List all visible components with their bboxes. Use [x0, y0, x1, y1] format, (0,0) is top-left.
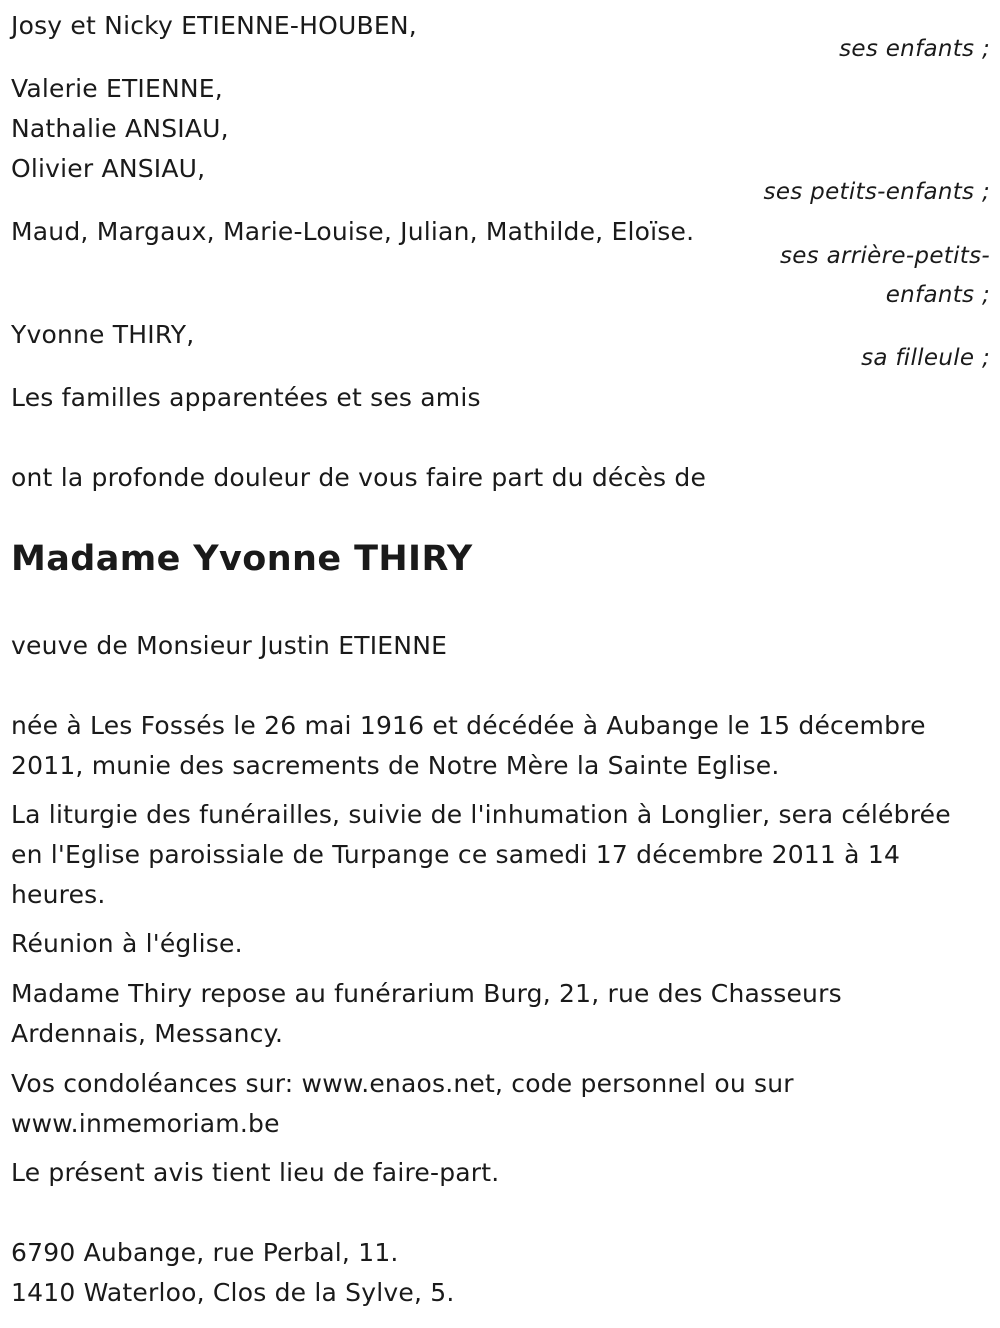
meeting-text: Réunion à l'église.	[11, 929, 243, 958]
goddaughter-name: Yvonne THIRY,	[11, 320, 195, 349]
children-relation: ses enfants ;	[839, 36, 990, 62]
address-line: 1410 Waterloo, Clos de la Sylve, 5.	[11, 1278, 455, 1307]
funeral-text: La liturgie des funérailles, suivie de l'inhumation à Longlier, sera célébrée	[11, 800, 951, 829]
condolences-text: www.inmemoriam.be	[11, 1109, 280, 1138]
children-names: Josy et Nicky ETIENNE-HOUBEN,	[11, 11, 417, 40]
great-grandchildren-relation: ses arrière-petits-	[779, 243, 990, 269]
goddaughter-relation: sa filleule ;	[861, 345, 990, 371]
notice-text: Le présent avis tient lieu de faire-part.	[11, 1158, 500, 1187]
great-grandchildren-relation: enfants ;	[885, 282, 990, 308]
deceased-name: Madame Yvonne THIRY	[11, 539, 473, 579]
birth-death-text: 2011, munie des sacrements de Notre Mère la Sainte Eglise.	[11, 751, 780, 780]
grandchild-name: Valerie ETIENNE,	[11, 74, 223, 103]
grandchildren-relation: ses petits-enfants ;	[763, 179, 990, 205]
rest-location-text: Ardennais, Messancy.	[11, 1019, 284, 1048]
funeral-text: en l'Eglise paroissiale de Turpange ce samedi 17 décembre 2011 à 14	[11, 840, 901, 869]
widow-of-text: veuve de Monsieur Justin ETIENNE	[11, 631, 448, 660]
great-grandchildren-names: Maud, Margaux, Marie-Louise, Julian, Mathilde, Eloïse.	[11, 217, 695, 246]
grandchild-name: Nathalie ANSIAU,	[11, 114, 229, 143]
relatives-and-friends: Les familles apparentées et ses amis	[11, 383, 481, 412]
funeral-text: heures.	[11, 880, 106, 909]
grandchild-name: Olivier ANSIAU,	[11, 154, 206, 183]
condolences-text: Vos condoléances sur: www.enaos.net, code personnel ou sur	[11, 1069, 794, 1098]
rest-location-text: Madame Thiry repose au funérarium Burg, 21, rue des Chasseurs	[11, 979, 842, 1008]
birth-death-text: née à Les Fossés le 26 mai 1916 et décédée à Aubange le 15 décembre	[11, 711, 926, 740]
announcement-text: ont la profonde douleur de vous faire part du décès de	[11, 463, 707, 492]
address-line: 6790 Aubange, rue Perbal, 11.	[11, 1238, 399, 1267]
